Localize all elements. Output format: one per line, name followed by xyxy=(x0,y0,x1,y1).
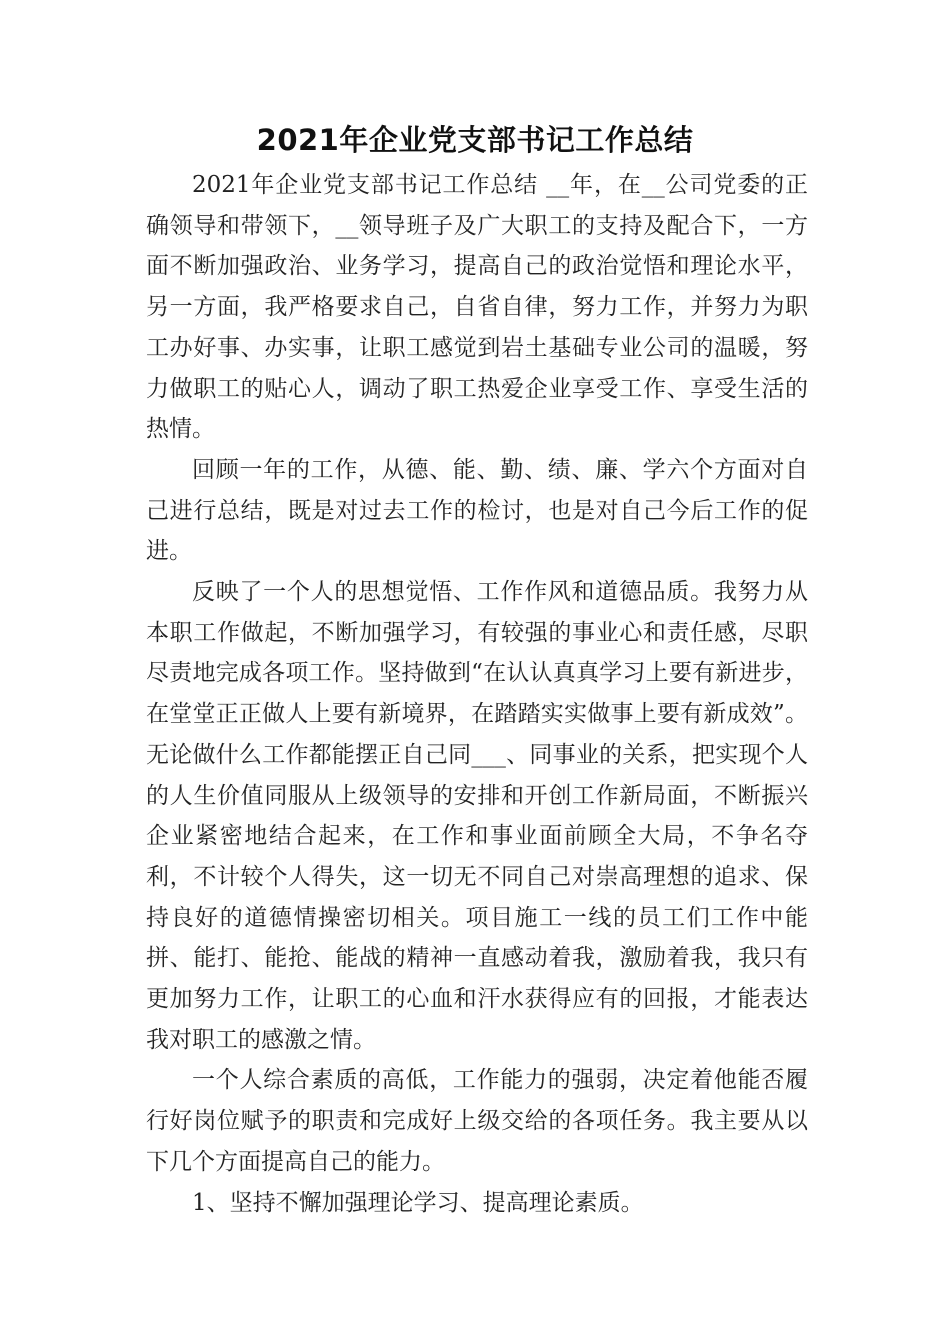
document-body xyxy=(146,165,808,1223)
paragraph-item-1: 1、坚持不懈加强理论学习、提高理论素质。 xyxy=(192,1189,644,1216)
paragraph-ability: 一个人综合素质的高低，工作能力的强弱，决定着他能否履行好岗位赋予的职责和完成好上级交给的各项任务。我主要从以下几个方面提高自己的能力。 xyxy=(146,1067,808,1175)
paragraph-intro: 2021年企业党支部书记工作总结 __年，在__公司党委的正确领导和带领下，__领导班子及广大职工的支持及配合下，一方面不断加强政治、业务学习，提高自己的政治觉悟和理论水平，另一方面，我严格要求自己，自省自律，努力工作，并努力为职工办好事、办实事，让职工感觉到岩土基础专业公司的温暖，努力做职工的贴心人，调动了职工热爱企业享受工作、享受生活的热情。 xyxy=(146,172,808,443)
paragraph-review: 回顾一年的工作，从德、能、勤、绩、廉、学六个方面对自己进行总结，既是对过去工作的检讨，也是对自己今后工作的促进。 xyxy=(146,456,808,565)
paragraph-character: 反映了一个人的思想觉悟、工作作风和道德品质。我努力从本职工作做起，不断加强学习，有较强的事业心和责任感，尽职尽责地完成各项工作。坚持做到“在认认真真学习上要有新进步，在堂堂正正做人上要有新境界，在踏踏实实做事上要有新成效”。无论做什么工作都能摆正自己同___、同事业的关系，把实现个人的人生价值同服从上级领导的安排和开创工作新局面，不断振兴企业紧密地结合起来，在工作和事业面前顾全大局，不争名夺利，不计较个人得失，这一切无不同自己对崇高理想的追求、保持良好的道德情操密切相关。项目施工一线的员工们工作中能拼、能打、能抢、能战的精神一直感动着我，激励着我，我只有更加努力工作，让职工的心血和汗水获得应有的回报，才能表达我对职工的感激之情。 xyxy=(146,579,808,1053)
document-title: 2021年企业党支部书记工作总结 xyxy=(256,123,694,157)
